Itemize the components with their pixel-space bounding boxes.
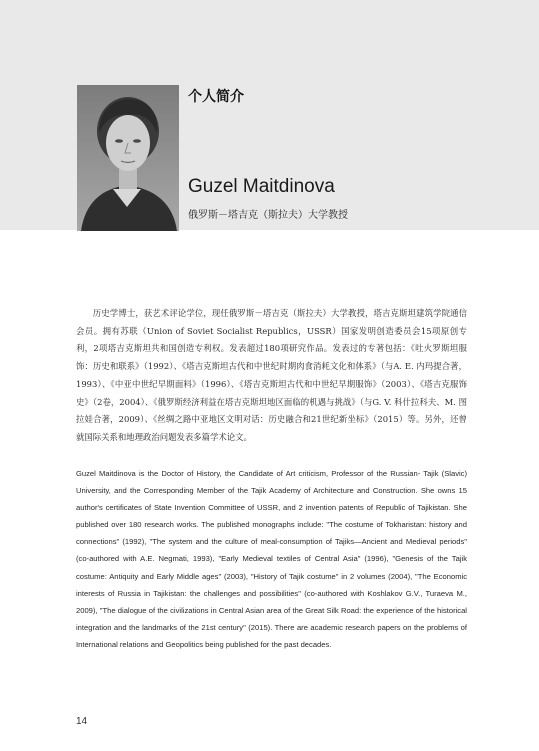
portrait-illustration xyxy=(77,85,179,231)
biography-english: Guzel Maitdinova is the Doctor of History, the Candidate of Art criticism, Professor of the Russian- Tajik (Slavic) University, and the Corresponding Member of the Tajik Academy of Architecture and Construction. She owns 15 author's certificates of State Invention Committee of USSR, and 2 invention patents of Republic of Tajikistan. She published over 180 research works. The published monographs include: "The costume of Tokharistan: history and connections" (1992), "The system and the culture of meal-consumption of Tajiks—Ancient and Medieval periods" (co-authored with A.E. Negmati, 1993), "Early Medieval textiles of Central Asia" (1996), "Genesis of the Tajik costume: Antiquity and Early Middle ages" (2003), "History of Tajik costume" in 2 volumes (2004), "The Economic interests of Russia in Tajikistan: the challenges and possibilities" (co-authored with Koshlakov G.V., Turaeva M., 2009), "The dialogue of the civilizations in Central Asian area of the Great Silk Road: the experience of the historical integration and the landmarks of the 21st century" (2015). There are academic research papers on the problems of International relations and Geopolitics being published for the past decades. xyxy=(76,469,467,649)
section-title: 个人简介 xyxy=(188,89,244,105)
person-affiliation: 俄罗斯－塔吉克（斯拉夫）大学教授 xyxy=(188,210,348,221)
biography-chinese: 历史学博士，获艺术评论学位，现任俄罗斯－塔吉克（斯拉夫）大学教授，塔吉克斯坦建筑学院通信会员。拥有苏联（Union of Soviet Socialist Republics，USSR）国家发明创造委员会15项原创专利，2项塔吉克斯坦共和国创造专利权。发表超过180项研究作品。发表过的专著包括：《吐火罗斯坦服饰：历史和联系》（1992）、《塔吉克斯坦古代和中世纪时期肉食消耗文化和体系》（与A. E. 内玛提合著，1993）、《中亚中世纪早期面料》（1996）、《塔吉克斯坦古代和中世纪早期服饰》（2003）、《塔吉克服饰史》（2卷，2004）、《俄罗斯经济利益在塔吉克斯坦地区面临的机遇与挑战》（与G. V. 科什拉科夫、M. 图拉娃合著，2009）、《丝绸之路中亚地区文明对话：历史融合和21世纪新坐标》（2015）等。另外，还曾就国际关系和地理政治问题发表多篇学术论文。 xyxy=(76,308,467,442)
portrait-photo xyxy=(77,85,179,231)
page-number: 14 xyxy=(76,716,88,727)
person-name: Guzel Maitdinova xyxy=(188,176,335,197)
